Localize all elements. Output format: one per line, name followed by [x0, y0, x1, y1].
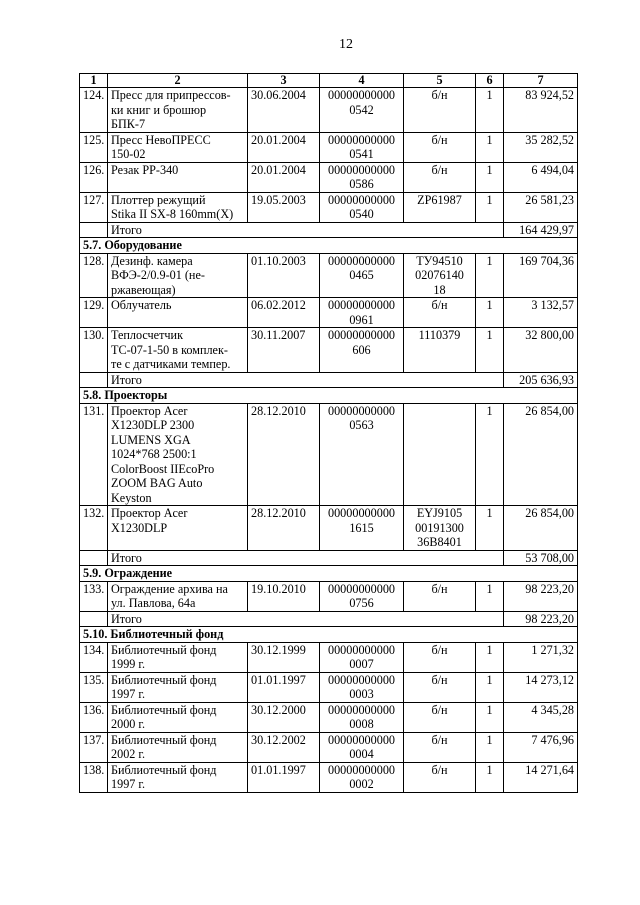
row-number: 138. — [80, 762, 108, 792]
item-sum: 14 271,64 — [504, 762, 578, 792]
section-title: 5.10. Библиотечный фонд — [80, 627, 578, 643]
column-header: 3 — [248, 74, 320, 88]
item-quantity: 1 — [476, 506, 504, 551]
total-blank — [80, 550, 108, 566]
inventory-number-line: 0003 — [349, 687, 374, 701]
inventory-number-line: 00000000000 — [327, 298, 396, 312]
inventory-number-line: 0961 — [349, 312, 374, 327]
serial-number — [404, 732, 476, 762]
total-sum: 98 223,20 — [504, 611, 578, 627]
item-date: 30.11.2007 — [248, 328, 320, 373]
inventory-number-line: 1615 — [349, 520, 374, 535]
total-label: Итого — [108, 611, 504, 627]
inventory-number — [320, 506, 404, 551]
inventory-number-line: 00000000000 — [327, 162, 396, 177]
section-title: 5.9. Ограждение — [80, 566, 578, 582]
item-name-line: X1230DLP 2300 — [111, 418, 195, 432]
row-number: 135. — [80, 672, 108, 702]
item-date: 28.12.2010 — [248, 506, 320, 551]
item-name — [108, 162, 248, 192]
item-name-line: БПК-7 — [111, 117, 146, 131]
total-blank — [80, 372, 108, 388]
item-name-line: 1997 г. — [111, 687, 146, 701]
item-quantity: 1 — [476, 642, 504, 672]
serial-number-line: б/н — [431, 642, 448, 657]
row-number: 129. — [80, 298, 108, 328]
item-date: 30.06.2004 — [248, 88, 320, 133]
item-name-line: Плоттер режущий — [111, 192, 206, 207]
item-sum: 98 223,20 — [504, 581, 578, 611]
serial-number — [404, 192, 476, 222]
table-row — [80, 298, 578, 328]
serial-number-line: б/н — [431, 702, 448, 717]
item-name-line: Библиотечный фонд — [111, 732, 217, 747]
table-row — [80, 702, 578, 732]
serial-number-line: б/н — [431, 672, 448, 687]
item-name-line: Библиотечный фонд — [111, 642, 217, 657]
serial-number — [404, 506, 476, 551]
item-quantity: 1 — [476, 298, 504, 328]
item-quantity: 1 — [476, 162, 504, 192]
row-number: 137. — [80, 732, 108, 762]
item-name — [108, 403, 248, 506]
serial-number-line: б/н — [431, 132, 448, 147]
row-number: 126. — [80, 162, 108, 192]
item-name-line: ржавеющая) — [111, 282, 176, 297]
item-date: 19.05.2003 — [248, 192, 320, 222]
item-quantity: 1 — [476, 192, 504, 222]
item-name — [108, 581, 248, 611]
total-blank — [80, 611, 108, 627]
inventory-number — [320, 403, 404, 506]
section-row — [80, 388, 578, 404]
item-sum: 4 345,28 — [504, 702, 578, 732]
inventory-table — [79, 73, 578, 793]
item-quantity: 1 — [476, 403, 504, 506]
inventory-number-line: 606 — [352, 342, 371, 357]
item-sum: 26 581,23 — [504, 192, 578, 222]
serial-number — [404, 132, 476, 162]
item-quantity: 1 — [476, 132, 504, 162]
item-name-line: Облучатель — [111, 298, 172, 312]
item-name-line: X1230DLP — [111, 520, 168, 535]
inventory-number-line: 0542 — [349, 102, 374, 117]
total-sum: 205 636,93 — [504, 372, 578, 388]
item-name-line: Ограждение архива на — [111, 581, 228, 596]
total-label: Итого — [108, 222, 504, 238]
row-number: 132. — [80, 506, 108, 551]
table-row — [80, 581, 578, 611]
inventory-number — [320, 192, 404, 222]
serial-number — [404, 403, 476, 506]
item-name-line: 1997 г. — [111, 777, 146, 791]
row-number: 125. — [80, 132, 108, 162]
serial-number — [404, 162, 476, 192]
item-name-line: Проектор Acer — [111, 403, 188, 418]
section-row — [80, 627, 578, 643]
item-date: 28.12.2010 — [248, 403, 320, 506]
item-name-line: 1999 г. — [111, 657, 146, 671]
column-header: 1 — [80, 74, 108, 88]
item-sum: 3 132,57 — [504, 298, 578, 328]
serial-number — [404, 702, 476, 732]
inventory-number — [320, 88, 404, 133]
table-row — [80, 132, 578, 162]
item-quantity: 1 — [476, 762, 504, 792]
serial-number — [404, 88, 476, 133]
serial-number — [404, 672, 476, 702]
item-name — [108, 732, 248, 762]
item-name-line: Библиотечный фонд — [111, 702, 217, 717]
item-name-line: Проектор Acer — [111, 506, 188, 520]
section-title: 5.8. Проекторы — [80, 388, 578, 404]
item-name — [108, 642, 248, 672]
header-row — [80, 74, 578, 88]
serial-number-line: EYJ9105 — [416, 506, 463, 520]
serial-number-line: б/н — [431, 88, 448, 102]
row-number: 131. — [80, 403, 108, 506]
column-header: 2 — [108, 74, 248, 88]
item-name-line: Библиотечный фонд — [111, 672, 217, 687]
item-name-line: Пресс для припрессов- — [111, 88, 231, 102]
row-number: 127. — [80, 192, 108, 222]
inventory-number-line: 0002 — [349, 777, 374, 791]
total-sum: 53 708,00 — [504, 550, 578, 566]
total-row — [80, 550, 578, 566]
inventory-number-line: 00000000000 — [327, 506, 396, 520]
item-date: 30.12.2002 — [248, 732, 320, 762]
item-sum: 35 282,52 — [504, 132, 578, 162]
table-row — [80, 162, 578, 192]
item-name-line: Теплосчетчик — [111, 328, 183, 342]
inventory-number — [320, 672, 404, 702]
item-name-line: Резак РР-340 — [111, 162, 179, 177]
serial-number-line: 36B8401 — [417, 535, 462, 549]
item-quantity: 1 — [476, 702, 504, 732]
item-name-line: 2000 г. — [111, 717, 146, 731]
row-number: 130. — [80, 328, 108, 373]
serial-number-line: б/н — [431, 162, 448, 177]
table-row — [80, 506, 578, 551]
item-name — [108, 132, 248, 162]
inventory-number-line: 0541 — [349, 147, 374, 161]
item-quantity: 1 — [476, 581, 504, 611]
total-label: Итого — [108, 550, 504, 566]
inventory-number-line: 00000000000 — [327, 132, 396, 147]
serial-number-line: б/н — [431, 762, 448, 777]
item-sum: 26 854,00 — [504, 506, 578, 551]
item-name-line: Keyston — [111, 490, 152, 505]
inventory-number — [320, 328, 404, 373]
serial-number-line: 02076140 — [415, 268, 464, 282]
table-row — [80, 253, 578, 298]
item-date: 01.01.1997 — [248, 672, 320, 702]
inventory-number-line: 0004 — [349, 747, 374, 761]
table-row — [80, 403, 578, 506]
serial-number — [404, 328, 476, 373]
item-sum: 83 924,52 — [504, 88, 578, 133]
item-name — [108, 298, 248, 328]
item-quantity: 1 — [476, 672, 504, 702]
inventory-number — [320, 642, 404, 672]
inventory-number-line: 0586 — [349, 177, 374, 191]
inventory-number — [320, 581, 404, 611]
item-name-line: ул. Павлова, 64а — [111, 596, 196, 610]
serial-number-line: 18 — [433, 282, 446, 297]
item-date: 20.01.2004 — [248, 132, 320, 162]
serial-number — [404, 642, 476, 672]
inventory-number-line: 0008 — [349, 717, 374, 731]
table-row — [80, 642, 578, 672]
inventory-number-line: 00000000000 — [327, 581, 396, 596]
inventory-number-line: 00000000000 — [327, 732, 396, 747]
item-name — [108, 762, 248, 792]
table-row — [80, 88, 578, 133]
column-header: 5 — [404, 74, 476, 88]
serial-number — [404, 298, 476, 328]
inventory-number-line: 00000000000 — [327, 702, 396, 717]
item-date: 01.01.1997 — [248, 762, 320, 792]
total-row — [80, 372, 578, 388]
serial-number-line: 00191300 — [415, 520, 464, 535]
inventory-number — [320, 162, 404, 192]
inventory-number — [320, 132, 404, 162]
serial-number — [404, 581, 476, 611]
total-sum: 164 429,97 — [504, 222, 578, 238]
inventory-number-line: 0756 — [349, 596, 374, 610]
inventory-number-line: 00000000000 — [327, 253, 396, 268]
inventory-number-line: 0465 — [349, 268, 374, 282]
item-sum: 1 271,32 — [504, 642, 578, 672]
item-sum: 26 854,00 — [504, 403, 578, 506]
column-header: 7 — [504, 74, 578, 88]
inventory-number-line: 00000000000 — [327, 88, 396, 102]
inventory-number-line: 0007 — [349, 657, 374, 671]
item-date: 06.02.2012 — [248, 298, 320, 328]
table-row — [80, 732, 578, 762]
serial-number-line: 1110379 — [418, 328, 461, 342]
item-sum: 14 273,12 — [504, 672, 578, 702]
inventory-number — [320, 732, 404, 762]
section-row — [80, 238, 578, 254]
serial-number-line: б/н — [431, 581, 448, 596]
total-row — [80, 611, 578, 627]
serial-number-line: б/н — [431, 298, 448, 312]
item-name-line: Пресс НевоПРЕСС — [111, 132, 211, 147]
inventory-number-line: 00000000000 — [327, 403, 396, 418]
item-quantity: 1 — [476, 253, 504, 298]
item-date: 20.01.2004 — [248, 162, 320, 192]
item-date: 30.12.1999 — [248, 642, 320, 672]
section-title: 5.7. Оборудование — [80, 238, 578, 254]
serial-number — [404, 253, 476, 298]
column-header: 4 — [320, 74, 404, 88]
serial-number-line: ZP61987 — [417, 192, 462, 207]
table-body — [80, 88, 578, 793]
item-name-line: Дезинф. камера — [111, 253, 193, 268]
table-row — [80, 328, 578, 373]
page-number: 12 — [339, 37, 353, 52]
column-header: 6 — [476, 74, 504, 88]
item-name — [108, 88, 248, 133]
table-row — [80, 672, 578, 702]
item-date: 19.10.2010 — [248, 581, 320, 611]
item-quantity: 1 — [476, 328, 504, 373]
item-name-line: ZOOM BAG Auto — [111, 476, 203, 490]
item-name — [108, 253, 248, 298]
item-date: 30.12.2000 — [248, 702, 320, 732]
item-quantity: 1 — [476, 732, 504, 762]
item-name — [108, 702, 248, 732]
table-row — [80, 192, 578, 222]
inventory-number-line: 00000000000 — [327, 192, 396, 207]
total-label: Итого — [108, 372, 504, 388]
item-quantity: 1 — [476, 88, 504, 133]
item-name — [108, 506, 248, 551]
inventory-number-line: 0540 — [349, 207, 374, 221]
total-blank — [80, 222, 108, 238]
total-row — [80, 222, 578, 238]
inventory-number-line: 00000000000 — [327, 672, 396, 687]
row-number: 134. — [80, 642, 108, 672]
item-name-line: ТС-07-1-50 в комплек- — [111, 342, 228, 357]
section-row — [80, 566, 578, 582]
serial-number-line: б/н — [431, 732, 448, 747]
inventory-number — [320, 298, 404, 328]
inventory-number-line: 00000000000 — [327, 328, 396, 342]
row-number: 133. — [80, 581, 108, 611]
item-name-line: 2002 г. — [111, 747, 146, 761]
item-sum: 7 476,96 — [504, 732, 578, 762]
row-number: 136. — [80, 702, 108, 732]
item-date: 01.10.2003 — [248, 253, 320, 298]
item-name-line: Библиотечный фонд — [111, 762, 217, 777]
row-number: 124. — [80, 88, 108, 133]
inventory-number — [320, 253, 404, 298]
inventory-number — [320, 762, 404, 792]
inventory-number — [320, 702, 404, 732]
item-name — [108, 192, 248, 222]
item-name-line: ВФЭ-2/0.9-01 (не- — [111, 268, 205, 282]
serial-number-line: ТУ94510 — [416, 253, 463, 268]
table-row — [80, 762, 578, 792]
item-name-line: ки книг и брошюр — [111, 102, 207, 117]
item-name-line: Stika II SX-8 160mm(X) — [111, 207, 234, 221]
inventory-number-line: 00000000000 — [327, 642, 396, 657]
row-number: 128. — [80, 253, 108, 298]
item-sum: 169 704,36 — [504, 253, 578, 298]
inventory-number-line: 00000000000 — [327, 762, 396, 777]
item-sum: 32 800,00 — [504, 328, 578, 373]
item-name-line: LUMENS XGA — [111, 432, 191, 447]
serial-number — [404, 762, 476, 792]
item-name — [108, 328, 248, 373]
item-sum: 6 494,04 — [504, 162, 578, 192]
inventory-number-line: 0563 — [349, 418, 374, 432]
item-name — [108, 672, 248, 702]
item-name-line: ColorBoost IIEcoPro — [111, 461, 215, 476]
item-name-line: 1024*768 2500:1 — [111, 447, 197, 461]
item-name-line: те с датчиками темпер. — [111, 357, 231, 371]
item-name-line: 150-02 — [111, 147, 146, 161]
